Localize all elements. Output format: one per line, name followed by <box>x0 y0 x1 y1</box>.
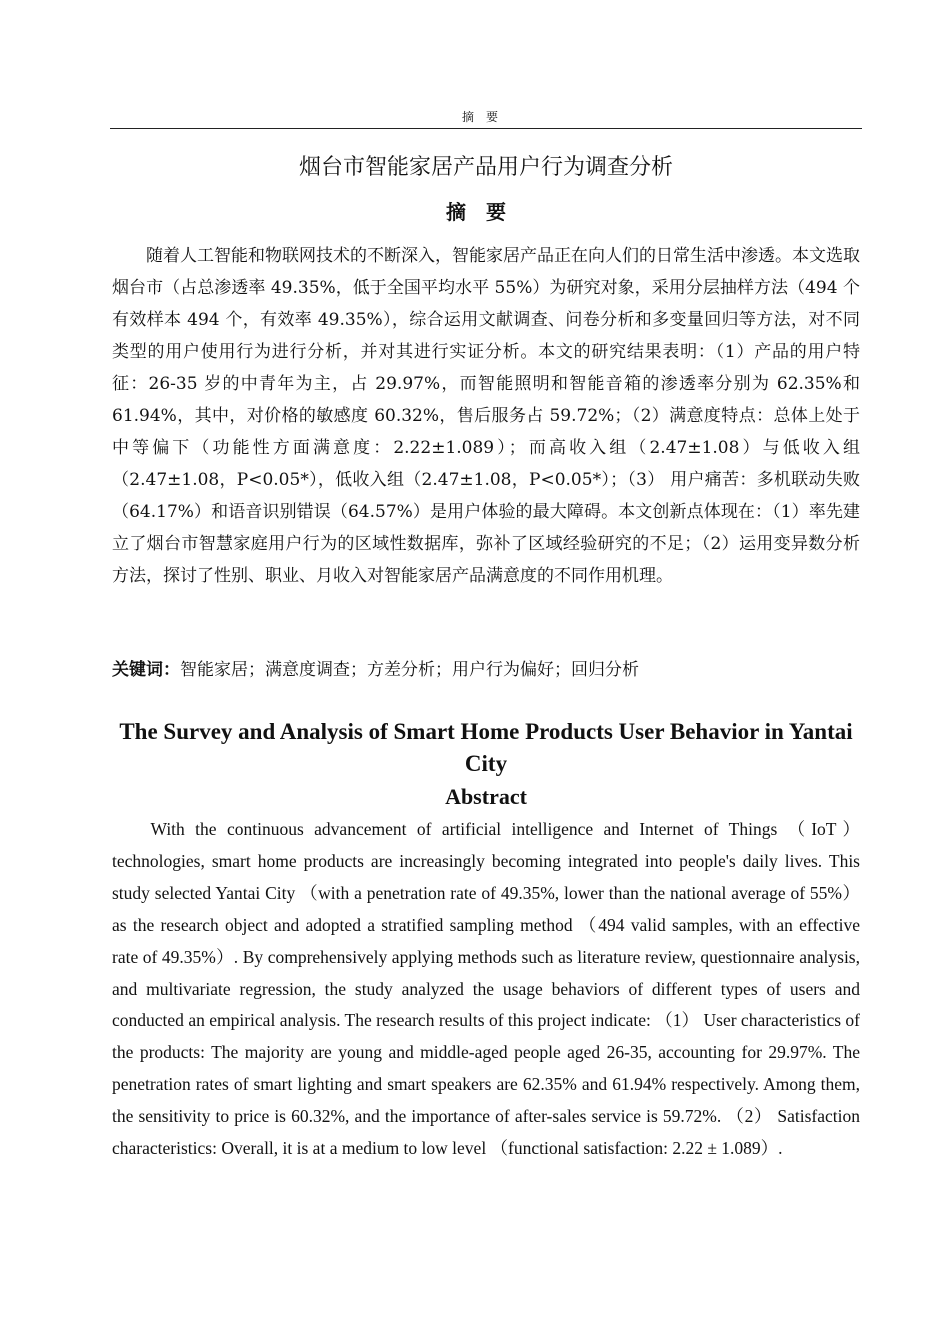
keywords-line <box>112 654 860 686</box>
keywords-label: 关键词： <box>112 660 180 680</box>
header-rule <box>110 128 862 129</box>
english-abstract-heading: Abstract <box>445 784 527 809</box>
english-title: The Survey and Analysis of Smart Home Products User Behavior in Yantai City <box>119 719 853 776</box>
running-header: 摘要 <box>461 110 510 124</box>
keywords-text: 智能家居；满意度调查；方差分析；用户行为偏好；回归分析 <box>180 660 639 680</box>
chinese-title: 烟台市智能家居产品用户行为调查分析 <box>298 155 673 180</box>
chinese-abstract-body: 随着人工智能和物联网技术的不断深入，智能家居产品正在向人们的日常生活中渗透。本文选取烟台市（占总渗透率 49.35%，低于全国平均水平 55%）为研究对象，采用分层抽样方法（494 个有效样本 494 个，有效率 49.35%），综合运用文献调查、问卷分析和多变量回归等方法，对不同类型的用户使用行为进行分析，并对其进行实证分析。本文的研究结果表明：（1）产品的用户特征：26-35 岁的中青年为主，占 29.97%，而智能照明和智能音箱的渗透率分别为 62.35%和 61.94%，其中，对价格的敏感度 60.32%，售后服务占 59.72%；（2）满意度特点：总体上处于中等偏下（功能性方面满意度：2.22±1.089）；而高收入组（2.47±1.08）与低收入组（2.47±1.08，P<0.05*），低收入组（2.47±1.08，P<0.05*）；（3） 用户痛苦：多机联动失败（64.17%）和语音识别错误（64.57%）是用户体验的最大障碍。本文创新点体现在：（1）率先建立了烟台市智慧家庭用户行为的区域性数据库，弥补了区域经验研究的不足；（2）运用变异数分析方法，探讨了性别、职业、月收入对智能家居产品满意度的不同作用机理。 <box>112 246 860 586</box>
chinese-abstract-heading: 摘要 <box>446 200 526 224</box>
english-abstract-body: With the continuous advancement of artificial intelligence and Internet of Things （IoT） technologies, smart home products are increasingly becoming integrated into people's daily lives. This study selected Yantai City （with a penetration rate of 49.35%, lower than the national average of 55%） as the research object and adopted a stratified sampling method （494 valid samples, with an effective rate of 49.35%）. By comprehensively applying methods such as literature review, questionnaire analysis, and multivariate regression, the study analyzed the usage behaviors of different types of users and conducted an empirical analysis. The research results of this project indicate: （1） User characteristics of the products: The majority are young and middle-aged people aged 26-35, accounting for 29.97%. The penetration rates of smart lighting and smart speakers are 62.35% and 61.94% respectively. Among them, the sensitivity to price is 60.32%, and the importance of after-sales service is 59.72%. （2） Satisfaction characteristics: Overall, it is at a medium to low level （functional satisfaction: 2.22 ± 1.089）. <box>112 819 860 1159</box>
